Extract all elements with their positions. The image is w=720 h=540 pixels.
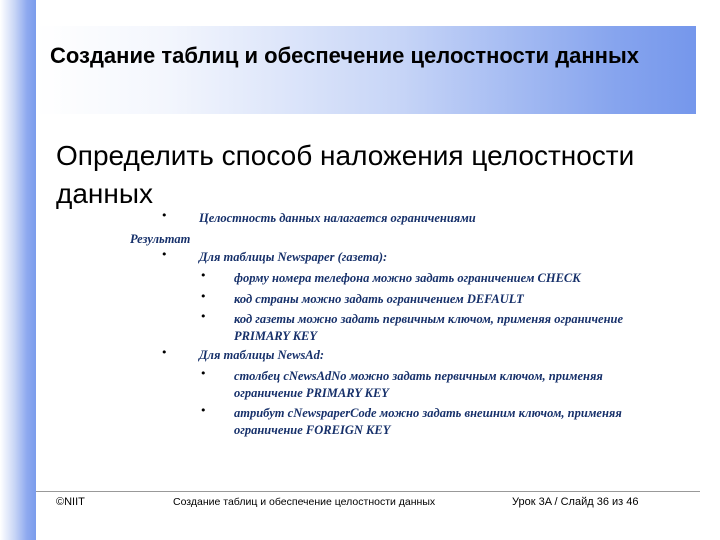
list-item: Для таблицы Newspaper (газета): [199, 250, 388, 264]
list-item: столбец cNewsAdNo можно задать первичным ключом, применяя [234, 369, 603, 383]
bullet-icon: • [200, 404, 207, 417]
bullet-icon: • [161, 248, 168, 261]
list-item: Результат [130, 232, 191, 246]
list-item: код газеты можно задать первичным ключом, применяя ограничение [234, 312, 624, 326]
main-heading: Определить способ наложения целостности данных [56, 140, 635, 209]
bullet-icon: • [200, 310, 207, 323]
list-item-continuation: ограничение PRIMARY KEY [234, 386, 389, 400]
left-decorative-bar [0, 0, 36, 540]
footer-copyright: ©NIIT [56, 496, 85, 508]
bullet-icon: • [200, 269, 207, 282]
bullet-icon: • [200, 367, 207, 380]
bullet-icon: • [161, 346, 168, 359]
list-item: код страны можно задать ограничением DEFAULT [234, 292, 524, 306]
slide-title: Создание таблиц и обеспечение целостности данных [50, 43, 639, 68]
list-item: форму номера телефона можно задать ограничением CHECK [234, 271, 581, 285]
list-item: Целостность данных налагается ограничениями [199, 211, 476, 225]
footer-slide-number: Урок 3A / Слайд 36 из 46 [512, 496, 639, 508]
list-item-continuation: PRIMARY KEY [234, 329, 318, 343]
list-item: атрибут cNewspaperCode можно задать внешним ключом, применяя [234, 406, 622, 420]
list-item: Для таблицы NewsAd: [199, 348, 325, 362]
bullet-icon: • [200, 290, 207, 303]
footer-title: Создание таблиц и обеспечение целостности данных [173, 496, 436, 508]
title-banner [36, 26, 696, 114]
list-item-continuation: ограничение FOREIGN KEY [234, 423, 391, 437]
footer-divider [36, 491, 700, 492]
bullet-icon: • [161, 209, 168, 222]
